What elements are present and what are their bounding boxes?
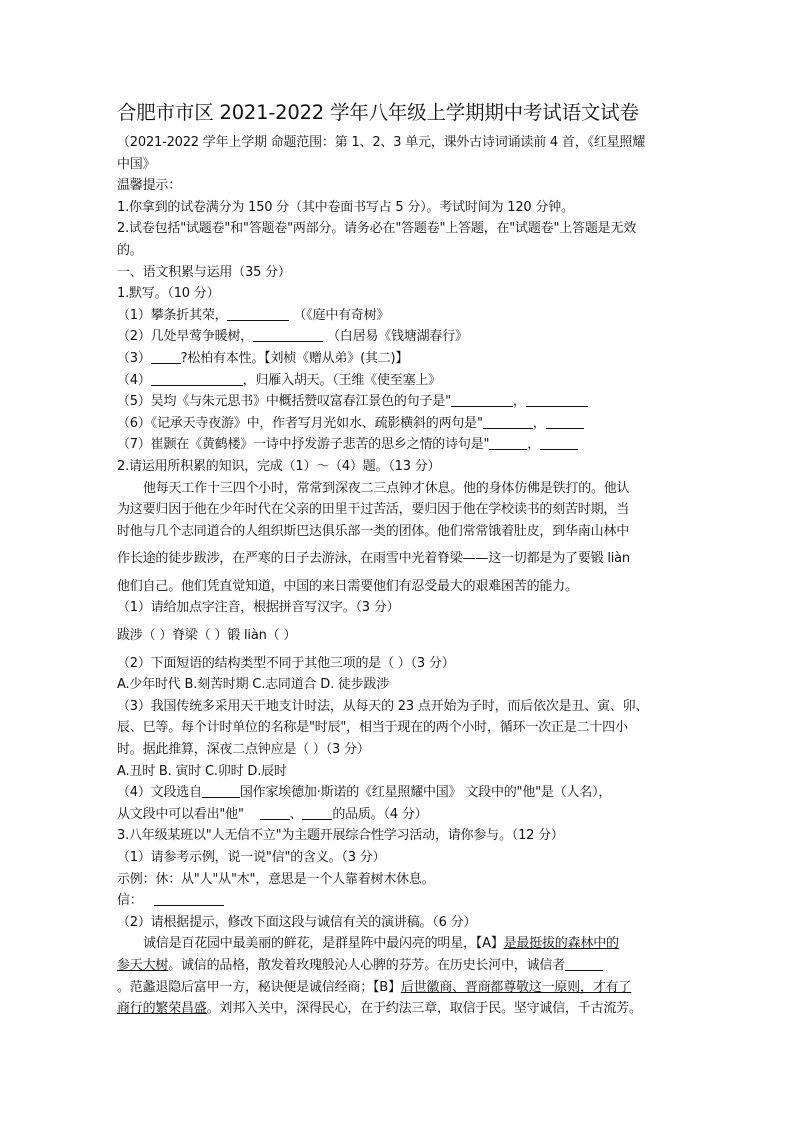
q2-sub4-line-1-b: 国作家埃德加·斯诺的《红星照耀中国》 文段中的"他"是（人名）， [239,785,612,801]
answer-blank[interactable] [526,392,588,407]
q2-sub3-options: A.丑时 B. 寅时 C.卯时 D.辰时 [117,763,287,779]
scope-line-2: 中国》 [117,156,156,172]
q1-item-7-sep: ， [527,437,541,453]
q2-sub4-line-2 [117,804,683,826]
tip-2-line-2: 的。 [117,242,143,258]
q2-sub2-options: A.少年时代 B.刻苦时期 C.志同道合 D. 徒步跋涉 [117,677,390,693]
q1-item-5-text: （5）吴均《与朱元思书》中概括赞叹富春江景色的句子是" [117,394,451,410]
q1-item-6-sep: ， [532,415,546,431]
q1-item-7-text: （7）崔颢在《黄鹤楼》一诗中抒发游子悲苦的思乡之情的诗句是" [117,437,490,453]
q3-speech-line-2-b: 。诚信的品格，散发着玫瑰般沁人心脾的芬芳。在历史长河中，诚信者 [168,957,566,973]
q3-speech-line-3-a: 。范蠡退隐后富甲一方，秘诀便是诚信经商；【B】 [117,979,401,995]
underlined-sentence-a-end: 参天大树 [117,957,169,973]
underlined-sentence-b-end: 商行的繁荣昌盛 [117,1001,207,1017]
q1-item-6-text: （6）《记承天寺夜游》中，作者写月光如水、疏影横斜的两句是" [117,415,483,431]
answer-blank[interactable] [540,435,578,450]
answer-blank[interactable] [489,435,527,450]
q2-sub4-line-2-b: 的品质。（4 分） [332,806,428,822]
q3-title: 3.八年级某班以"人无信不立"为主题开展综合性学习活动，请你参与。（12 分） [117,828,564,844]
q2-sub3-line-3: 时。据此推算，深夜二点钟应是（ ）（3 分） [117,742,370,758]
q2-sub1-title: （1）请给加点字注音，根据拼音写汉字。（3 分） [117,600,400,616]
q2-sub4-line-1 [117,782,683,804]
q1-item-3 [117,348,683,370]
q3-speech-line-4 [117,998,683,1020]
answer-blank[interactable] [202,783,240,798]
q3-speech-line-2 [117,955,683,977]
q3-example: 示例：休：从"人"从"木"，意思是一个人靠着树木休息。 [117,871,435,887]
answer-blank[interactable] [565,956,603,971]
answer-blank[interactable] [154,891,224,906]
q1-item-5-sep: ， [512,394,526,410]
q2-passage-line-2: 为这要归因于他在少年时代在父亲的田里干过苦活，要归因于他在学校读书的刻苦时期，当 [117,502,630,518]
q2-sub3-line-1: （3）我国传统多采用天干地支计时法，从每天的 23 点开始为子时，而后依次是丑、寅、卯、 [117,698,649,714]
q1-item-7 [117,434,683,456]
q2-passage-line-4: 作长途的徒步跋涉，在严寒的日子去游泳，在雨雪中光着脊梁——这一切都是为了要锻 liàn [117,551,630,567]
q1-item-4 [117,370,683,392]
answer-blank[interactable] [151,349,181,364]
q3-sub1-title: （1）请参考示例，说一说"信"的含义。（3 分） [117,850,386,865]
scope-line-1: （2021-2022 学年上学期 命题范围：第 1、2、3 单元，课外古诗词诵读前 4 首，《红星照耀 [117,135,646,150]
q2-sub4-line-2-sep: 、 [289,806,303,822]
q1-item-2-text: （2）几处早莺争暖树， [117,329,254,345]
q3-speech-line-4-b: 。刘邦入关中，深得民心，在于约法三章，取信于民。坚守诚信，千古流芳。 [206,1001,642,1017]
underlined-sentence-a: 是最挺拔的森林中的 [503,936,619,952]
q1-item-4-source: ，归雁入胡天。（王维《使至塞上》 [242,372,441,388]
answer-blank[interactable] [227,306,289,321]
answer-blank[interactable] [253,327,323,342]
q2-sub4-line-1-a: （4）文段选自 [117,785,202,801]
q2-sub2-title: （2）下面短语的结构类型不同于其他三项的是（ ）（3 分） [117,655,455,671]
q2-sub1-items: 跋涉（ ）脊梁（ ）锻 liàn（ ） [117,628,297,644]
q2-passage-line-5: 他们自己。他们凭直觉知道，中国的来日需要他们有忍受最大的艰难困苦的能力。 [117,578,578,594]
section-heading: 一、语文积累与运用（35 分） [117,264,291,280]
answer-blank[interactable] [546,414,584,429]
tip-2-line-1: 2.试卷包括"试题卷"和"答题卷"两部分。请务必在"答题卷"上答题，在"试题卷"上答题是无效 [117,221,637,237]
q2-title: 2.请运用所积累的知识，完成（1）～（4）题。（13 分） [117,458,441,474]
q1-item-1-source: （《庭中有奇树》 [289,307,390,323]
q1-item-6 [117,413,683,435]
q3-speech-line-3 [117,977,683,999]
q3-sub2-title: （2）请根据提示，修改下面这段与诚信有关的演讲稿。（6 分） [117,914,477,930]
exam-page [117,100,683,1020]
q2-passage-line-1: 他每天工作十三四个小时，常常到深夜二三点钟才休息。他的身体仿佛是铁打的。他认 [143,480,630,496]
q3-xin-label: 信： [117,893,143,909]
exam-title: 合肥市市区 2021-2022 学年八年级上学期期中考试语文试卷 [117,101,639,124]
underlined-sentence-b: 后世徽商、晋商都尊敬这一原则，才有了 [400,979,632,995]
q3-xin-line [117,890,683,912]
q1-item-3-source: ?松柏有本性。【刘桢《赠从弟》(其二)】 [180,350,409,366]
tip-1: 1.你拿到的试卷满分为 150 分（其中卷面书写占 5 分）。考试时间为 120 分钟。 [117,199,574,215]
q1-item-4-text: （4） [117,372,151,388]
q3-speech-line-1-a: 诚信是百花园中最美丽的鲜花，是群星阵中最闪亮的明星，【A】 [143,936,504,952]
q1-item-5 [117,391,683,413]
q1-item-2 [117,326,683,348]
q1-item-3-text: （3） [117,350,151,366]
q1-item-1-text: （1）攀条折其荣， [117,307,228,323]
q1-item-1 [117,305,683,327]
q1-item-2-source: （白居易《钱塘湖春行》 [323,329,468,345]
answer-blank[interactable] [483,414,533,429]
answer-blank[interactable] [302,805,332,820]
answer-blank[interactable] [451,392,513,407]
q1-title: 1.默写。（10 分） [117,286,220,302]
tips-title: 温馨提示： [117,178,182,194]
answer-blank[interactable] [151,371,243,386]
q2-sub3-line-2: 辰、巳等。每个计时单位的名称是"时辰"，相当于现在的两个小时，循环一次正是二十四小 [117,720,628,736]
q2-sub4-line-2-a: 从文段中可以看出"他" [117,806,244,822]
q3-speech-line-1 [117,933,683,955]
answer-blank[interactable] [260,805,290,820]
q2-passage-line-3: 时他与几个志同道合的人组织斯巴达俱乐部一类的团体。他们常常饿着肚皮，到华南山林中 [117,523,630,539]
